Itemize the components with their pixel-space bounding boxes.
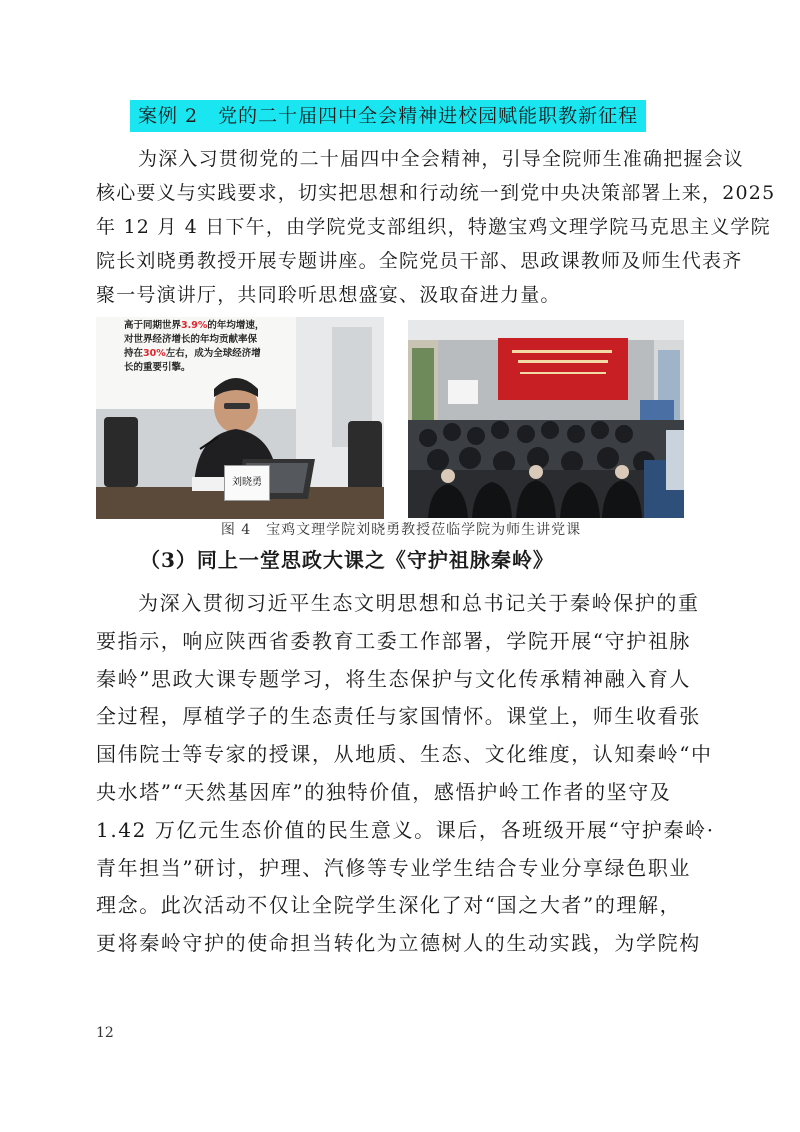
slide-line: 对世界经济增长的年均贡献率保 (124, 334, 258, 345)
page-number: 12 (96, 1025, 114, 1041)
slide-line: 高于同期世界 (124, 320, 182, 331)
auditorium-scene (408, 320, 684, 518)
paragraph-line: 央水塔”“天然基因库”的独特价值，感悟护岭工作者的坚守及 (96, 779, 672, 804)
lecture-photo-left (96, 317, 384, 519)
body-paragraph (96, 585, 715, 963)
slide-line: 左右，成为全球经济增 (165, 348, 261, 359)
paragraph-line: 为深入习贯彻党的二十届四中全会精神，引导全院师生准确把握会议 (138, 148, 745, 170)
paragraph-line: 为深入贯彻习近平生态文明思想和总书记关于秦岭保护的重 (138, 591, 700, 615)
paragraph-line: 全过程，厚植学子的生态责任与家国情怀。课堂上，师生收看张 (96, 704, 701, 729)
lecture-photo-right (408, 320, 684, 518)
paragraph-line: 理念。此次活动不仅让全院学生深化了对“国之大者”的理解， (96, 893, 682, 918)
intro-paragraph (96, 142, 776, 312)
paragraph-line: 年 12 月 4 日下午，由学院党支部组织，特邀宝鸡文理学院马克思主义学院 (96, 216, 771, 238)
paragraph-line: 核心要义与实践要求，切实把思想和行动统一到党中央决策部署上来，2025 (96, 182, 776, 204)
slide-highlight: 3.9% (181, 320, 208, 331)
paragraph-line: 秦岭”思政大课专题学习，将生态保护与文化传承精神融入育人 (96, 666, 692, 691)
paragraph-line: 更将秦岭守护的使命担当转化为立德树人的生动实践，为学院构 (96, 931, 701, 956)
paragraph-line: 青年担当”研讨，护理、汽修等专业学生结合专业分享绿色职业 (96, 855, 692, 880)
figure-caption: 图 4 宝鸡文理学院刘晓勇教授莅临学院为师生讲党课 (220, 522, 582, 538)
paragraph-line: 1.42 万亿元生态价值的民生意义。课后，各班级开展“守护秦岭· (96, 817, 715, 842)
slide-line: 的年均增速， (207, 320, 265, 331)
slide-highlight: 30% (143, 348, 166, 359)
slide-line: 长的重要引擎。 (124, 362, 191, 373)
paragraph-line: 国伟院士等专家的授课，从地质、生态、文化维度，认知秦岭“中 (96, 742, 713, 767)
section-heading: （3）同上一堂思政大课之《守护祖脉秦岭》 (140, 548, 554, 572)
slide-text (124, 319, 294, 375)
case-title: 案例 2 党的二十届四中全会精神进校园赋能职教新征程 (130, 100, 646, 132)
paragraph-line: 聚一号演讲厅，共同聆听思想盛宴、汲取奋进力量。 (96, 284, 561, 306)
speaker-nameplate: 刘晓勇 (224, 465, 270, 501)
paragraph-line: 院长刘晓勇教授开展专题讲座。全院党员干部、思政课教师及师生代表齐 (96, 250, 743, 272)
paragraph-line: 要指示，响应陕西省委教育工委工作部署，学院开展“守护祖脉 (96, 628, 692, 653)
slide-line: 持在 (124, 348, 144, 359)
